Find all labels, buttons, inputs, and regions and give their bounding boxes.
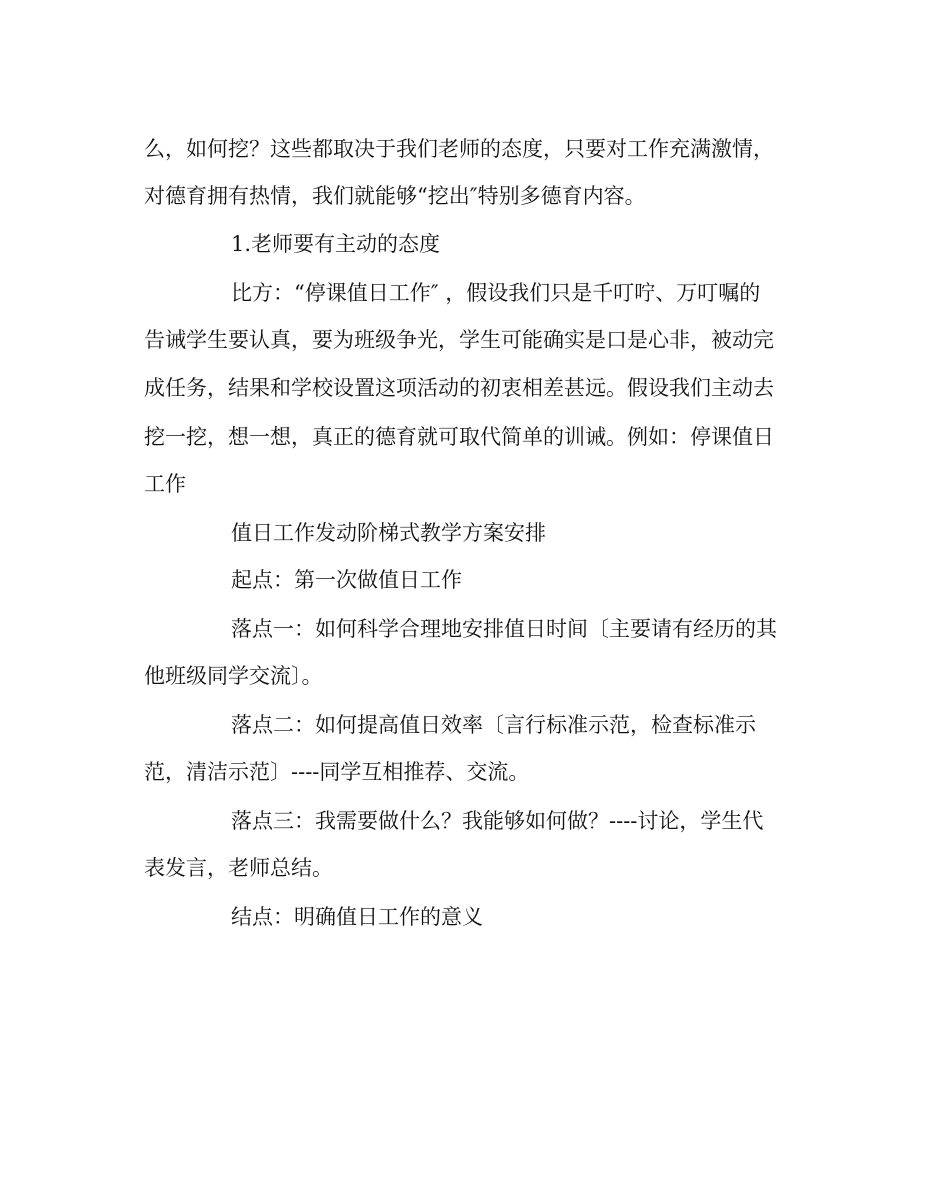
text-line: 他班级同学交流〕。 xyxy=(144,664,323,688)
text-line: 工作 xyxy=(144,472,186,496)
text-line: 落点一：如何科学合理地安排值日时间〔主要请有经历的其 xyxy=(231,617,777,641)
text-line: 对德育拥有热情，我们就能够“挖出″特别多德育内容。 xyxy=(144,184,646,208)
section-heading: 1.老师要有主动的态度 xyxy=(231,232,441,256)
text-line: 落点二：如何提高值日效率〔言行标准示范，检查标准示 xyxy=(231,713,756,737)
text-line: 成任务，结果和学校设置这项活动的初衷相差甚远。假设我们主动去 xyxy=(144,376,774,400)
text-line: 范，清洁示范〕----同学互相推荐、交流。 xyxy=(144,760,530,784)
text-line: 结点：明确值日工作的意义 xyxy=(231,905,483,929)
text-line: 表发言，老师总结。 xyxy=(144,856,333,880)
text-line: 落点三：我需要做什么？我能够如何做？----讨论，学生代 xyxy=(231,809,764,833)
text-line: 比方：“停课值日工作″ ，假设我们只是千叮咛、万叮嘱的 xyxy=(231,281,761,305)
text-line: 挖一挖，想一想，真正的德育就可取代简单的训诫。例如：停课值日 xyxy=(144,425,774,449)
text-line: 起点：第一次做值日工作 xyxy=(231,568,462,592)
text-line: 值日工作发动阶梯式教学方案安排 xyxy=(231,521,546,545)
text-line: 么，如何挖？这些都取决于我们老师的态度，只要对工作充满激情， xyxy=(144,137,774,161)
text-line: 告诫学生要认真，要为班级争光，学生可能确实是口是心非，被动完 xyxy=(144,328,774,352)
